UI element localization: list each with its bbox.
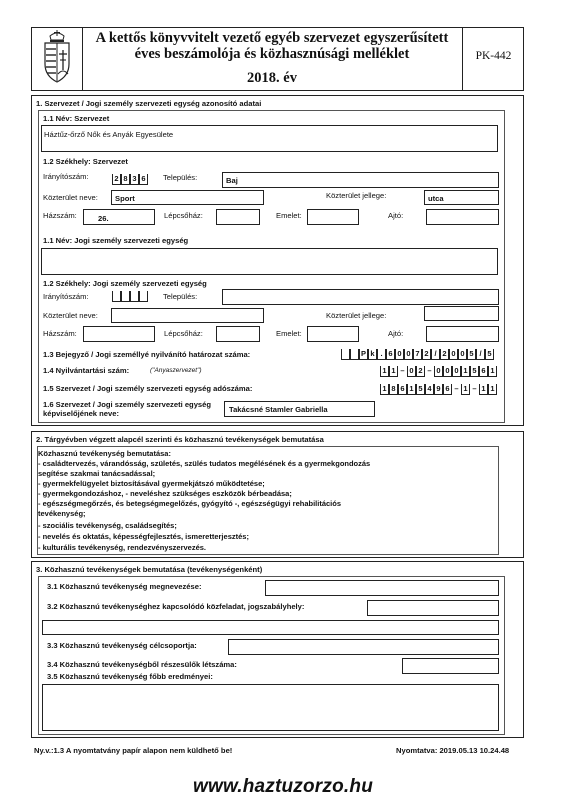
zip-field[interactable] xyxy=(112,174,150,186)
registry-char: 0 xyxy=(452,366,461,377)
zip-digit-3: 3 xyxy=(130,174,139,185)
section-1-heading: 1. Szervezet / Jogi személy szervezeti egység azonosító adatai xyxy=(36,99,262,108)
reg-char: P xyxy=(360,349,366,358)
registry-number-label: 1.4 Nyilvántartási szám: xyxy=(43,366,130,375)
registration-decision-field[interactable] xyxy=(341,349,498,362)
tax-char: 1 xyxy=(461,384,470,395)
seat-label: 1.2 Székhely: Szervezet xyxy=(43,157,128,166)
registry-char: 0 xyxy=(407,366,416,377)
results-field[interactable] xyxy=(42,684,499,731)
reg-char: 7 xyxy=(413,349,422,360)
tax-char: 6 xyxy=(398,384,407,395)
registry-char: 0 xyxy=(443,366,452,377)
org-name-field[interactable] xyxy=(41,125,498,152)
tax-char: – xyxy=(454,384,459,393)
activity-line: - nevelés és oktatás, képességfejlesztés, ismeretterjesztés; xyxy=(38,532,249,541)
unit-zip-digit-1 xyxy=(112,291,121,302)
reg-char: / xyxy=(476,349,485,360)
tax-char: – xyxy=(472,384,477,393)
unit-name-label: 1.1 Név: Jogi személy szervezeti egység xyxy=(43,236,189,245)
stair-label: Lépcsőház: xyxy=(164,211,203,220)
representative-value: Takácsné Stamler Gabriella xyxy=(229,405,328,414)
registry-char: 1 xyxy=(488,366,497,377)
public-task-field-1[interactable] xyxy=(367,600,499,616)
unit-street-type-field[interactable] xyxy=(424,306,499,321)
unit-street-label: Közterület neve: xyxy=(43,311,98,320)
door-label: Ajtó: xyxy=(388,211,404,220)
unit-zip-digit-3 xyxy=(130,291,139,302)
unit-city-label: Település: xyxy=(163,292,198,301)
public-task-field-2[interactable] xyxy=(42,620,499,635)
tax-char: 8 xyxy=(389,384,398,395)
representative-field[interactable] xyxy=(224,401,375,417)
representative-label xyxy=(43,400,211,418)
unit-zip-label: Irányítószám: xyxy=(43,292,89,301)
tax-char: 1 xyxy=(407,384,416,395)
registration-decision-label: 1.3 Bejegyző / Jogi személlyé nyilvánító határozat száma: xyxy=(43,350,251,359)
reg-char: 0 xyxy=(404,349,413,360)
zip-label: Irányítószám: xyxy=(43,172,89,181)
activity-line: - egészségmegőrzés, és betegségmegelőzés, gyógyító -, egészségügyi rehabilitációs xyxy=(38,499,342,508)
beneficiaries-field[interactable] xyxy=(402,658,499,674)
registry-char: – xyxy=(400,366,405,375)
house-value: 26. xyxy=(98,214,109,223)
reg-char: 6 xyxy=(386,349,395,360)
activity-name-field[interactable] xyxy=(265,580,499,596)
results-label: 3.5 Közhasznú tevékenység főbb eredményei: xyxy=(47,672,213,681)
unit-door-field[interactable] xyxy=(426,326,499,342)
street-field[interactable] xyxy=(111,190,264,205)
unit-street-type-label: Közterület jellege: xyxy=(326,311,387,320)
floor-label: Emelet: xyxy=(276,211,302,220)
street-label: Közterület neve: xyxy=(43,193,98,202)
beneficiaries-label: 3.4 Közhasznú tevékenységből részesülők létszáma: xyxy=(47,660,237,669)
unit-street-field[interactable] xyxy=(111,308,264,323)
reg-char: 0 xyxy=(458,349,467,360)
unit-zip-digit-4 xyxy=(139,291,148,302)
target-group-label: 3.3 Közhasznú tevékenység célcsoportja: xyxy=(47,641,197,650)
tax-char: 9 xyxy=(434,384,443,395)
public-task-label: 3.2 Közhasznú tevékenységhez kapcsolódó közfeladat, jogszabályhely: xyxy=(47,602,305,611)
registry-char: 6 xyxy=(479,366,488,377)
org-name-value: Háztűz-őrző Nők és Anyák Egyesülete xyxy=(44,130,174,139)
representative-label-line2: képviselőjének neve: xyxy=(43,409,119,418)
unit-house-field[interactable] xyxy=(83,326,155,342)
zip-digit-4: 6 xyxy=(139,174,148,185)
registry-number-note: ("Anyaszervezet") xyxy=(150,367,202,374)
activity-line: segítése szakmai tanácsadással; xyxy=(38,469,156,478)
unit-floor-label: Emelet: xyxy=(276,329,302,338)
target-group-field[interactable] xyxy=(228,639,499,655)
registry-char: – xyxy=(427,366,432,375)
stair-field[interactable] xyxy=(216,209,260,225)
tax-char: 4 xyxy=(425,384,434,395)
street-type-field[interactable] xyxy=(424,190,499,205)
unit-zip-digit-2 xyxy=(121,291,130,302)
watermark-url: www.haztuzorzo.hu xyxy=(192,776,373,797)
section-3-heading: 3. Közhasznú tevékenységek bemutatása (tevékenységenként) xyxy=(36,565,263,574)
activity-line: - kulturális tevékenység, rendezvényszervezés. xyxy=(38,543,207,552)
reg-char: 0 xyxy=(395,349,404,360)
reg-char xyxy=(350,349,359,360)
reg-char xyxy=(341,349,350,360)
city-value: Baj xyxy=(226,176,238,185)
unit-name-field[interactable] xyxy=(41,248,498,275)
tax-char: 6 xyxy=(443,384,452,395)
reg-char: 2 xyxy=(440,349,449,360)
reg-char: 5 xyxy=(485,349,494,360)
activity-line: tevékenység; xyxy=(38,509,86,518)
street-value: Sport xyxy=(115,194,135,203)
street-type-label: Közterület jellege: xyxy=(326,191,387,200)
unit-city-field[interactable] xyxy=(222,289,499,305)
city-label: Település: xyxy=(163,173,198,182)
registry-char: 1 xyxy=(380,366,389,377)
unit-house-label: Házszám: xyxy=(43,329,77,338)
reg-char: 0 xyxy=(449,349,458,360)
registry-char: 0 xyxy=(434,366,443,377)
activity-line: - szociális tevékenység, családsegítés; xyxy=(38,521,177,530)
registry-char: 1 xyxy=(461,366,470,377)
zip-digit-1: 2 xyxy=(112,174,121,185)
unit-door-label: Ajtó: xyxy=(388,329,404,338)
unit-seat-label: 1.2 Székhely: Jogi személy szervezeti egység xyxy=(43,279,207,288)
activity-line: - gyermekgondozáshoz, - neveléshez szükséges eszközök bérbeadása; xyxy=(38,489,292,498)
tax-char: 1 xyxy=(488,384,497,395)
form-title-line1: A kettős könyvvitelt vezető egyéb szervezet egyszerűsített xyxy=(95,30,449,46)
registry-char: 5 xyxy=(470,366,479,377)
reg-char: . xyxy=(377,349,386,360)
header-divider-left xyxy=(82,27,83,91)
registry-number-field[interactable] xyxy=(380,366,498,379)
coat-of-arms-icon xyxy=(38,30,76,86)
house-field[interactable] xyxy=(83,209,155,225)
form-year: 2018. év xyxy=(247,70,297,86)
representative-label-line1: 1.6 Szervezet / Jogi személy szervezeti egység xyxy=(43,400,211,409)
form-title xyxy=(84,30,460,62)
reg-char: 5 xyxy=(467,349,476,360)
unit-floor-field[interactable] xyxy=(307,326,359,342)
print-timestamp: Nyomtatva: 2019.05.13 10.24.48 xyxy=(396,746,510,755)
tax-char: 5 xyxy=(416,384,425,395)
house-label: Házszám: xyxy=(43,211,77,220)
street-type-value: utca xyxy=(428,194,444,203)
activity-line: Közhasznú tevékenység bemutatása: xyxy=(38,449,171,458)
registry-char: 2 xyxy=(416,366,425,377)
reg-char: k xyxy=(368,349,377,360)
tax-number-field[interactable] xyxy=(380,384,498,397)
unit-stair-label: Lépcsőház: xyxy=(164,329,203,338)
activity-line: - családtervezés, várandósság, születés, szülés tudatos megélésének és a gyermekgondozás xyxy=(38,459,371,468)
reg-char: / xyxy=(431,349,440,360)
unit-stair-field[interactable] xyxy=(216,326,260,342)
form-title-line2: éves beszámolója és közhasznúsági melléklet xyxy=(134,46,410,62)
zip-digit-2: 8 xyxy=(121,174,130,185)
city-field[interactable] xyxy=(222,172,499,188)
door-field[interactable] xyxy=(426,209,499,225)
section-2-heading: 2. Tárgyévben végzett alapcél szerinti és közhasznú tevékenységek bemutatása xyxy=(36,435,324,444)
org-name-label: 1.1 Név: Szervezet xyxy=(43,114,110,123)
footer-note: Ny.v.:1.3 A nyomtatvány papír alapon nem küldhető be! xyxy=(34,746,233,755)
floor-field[interactable] xyxy=(307,209,359,225)
form-code: PK-442 xyxy=(475,50,512,62)
reg-char: 2 xyxy=(422,349,431,360)
tax-char: 1 xyxy=(479,384,488,395)
tax-char: 1 xyxy=(380,384,389,395)
activity-name-label: 3.1 Közhasznú tevékenység megnevezése: xyxy=(47,582,202,591)
unit-zip-field[interactable] xyxy=(112,291,150,303)
activity-line: - gyermekfelügyelet biztosításával gyermekjátszó működtetése; xyxy=(38,479,265,488)
tax-number-label: 1.5 Szervezet / Jogi személy szervezeti egység adószáma: xyxy=(43,384,253,393)
registry-char: 1 xyxy=(389,366,398,377)
